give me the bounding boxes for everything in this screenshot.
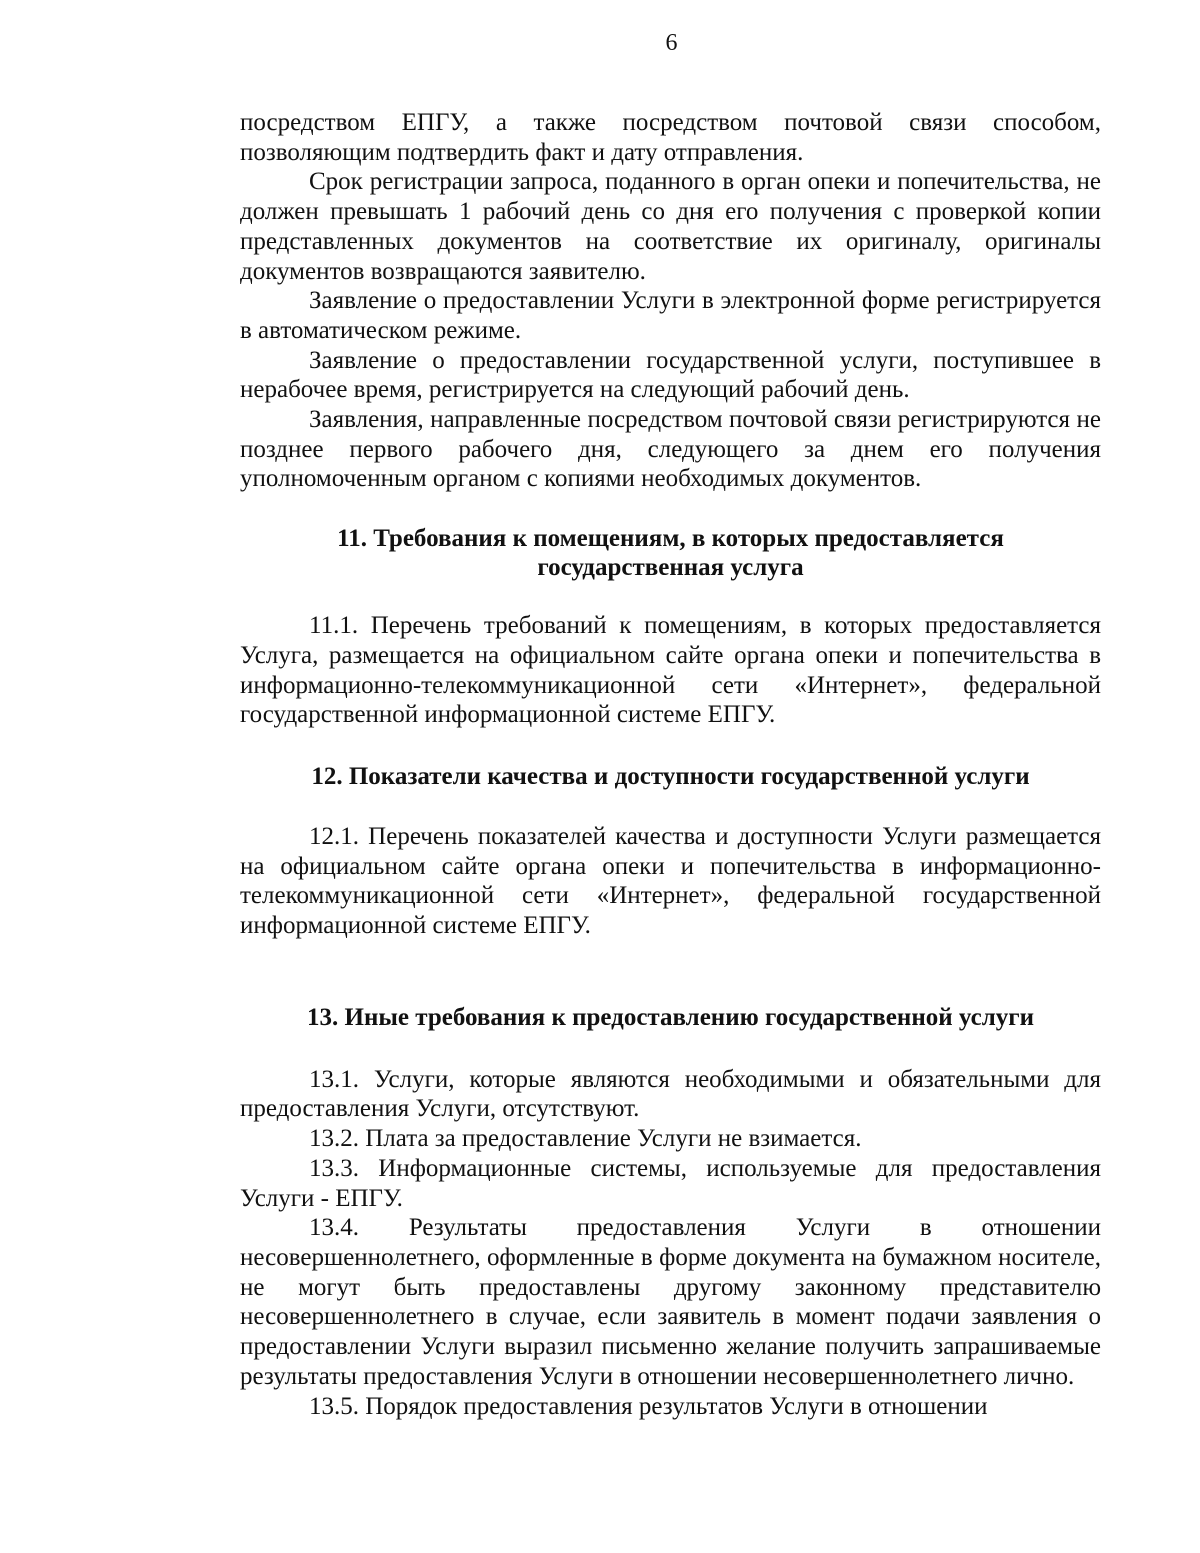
section-12-heading: 12. Показатели качества и доступности государственной услуги xyxy=(311,762,1030,790)
paragraph-13-1: 13.1. Услуги, которые являются необходимыми и обязательными для предоставления Услуги, отсутствуют. xyxy=(240,1065,1101,1123)
section-11-heading-line1: 11. Требования к помещениям, в которых предоставляется xyxy=(337,525,1004,553)
document-body xyxy=(240,108,1101,1421)
paragraph-registration-term: Срок регистрации запроса, поданного в орган опеки и попечительства, не должен превышать 1 рабочий день со дня его получения с проверкой копии представленных документов на соответствие их оригиналу, оригиналы документов возвращаются заявителю. xyxy=(240,168,1101,285)
paragraph-12-1: 12.1. Перечень показателей качества и доступности Услуги размещается на официальном сайте органа опеки и попечительства в информационно-телекоммуникационной сети «Интернет», федеральной государственной информационной системе ЕПГУ. xyxy=(240,822,1101,940)
paragraph-continuation: посредством ЕПГУ, а также посредством почтовой связи способом, позволяющим подтвердить факт и дату отправления. xyxy=(240,109,1101,166)
paragraph-nonworking-time: Заявление о предоставлении государственной услуги, поступившее в нерабочее время, регистрируется на следующий рабочий день. xyxy=(240,346,1101,404)
section-11-heading xyxy=(240,524,1101,582)
page-number: 6 xyxy=(665,30,678,56)
section-13-heading: 13. Иные требования к предоставлению государственной услуги xyxy=(307,1003,1034,1031)
paragraph-electronic-registration: Заявление о предоставлении Услуги в электронной форме регистрируется в автоматическом режиме. xyxy=(240,287,1101,344)
paragraph-13-2: 13.2. Плата за предоставление Услуги не взимается. xyxy=(309,1125,862,1153)
paragraph-postal-registration: Заявления, направленные посредством почтовой связи регистрируются не позднее первого рабочего дня, следующего за днем его получения уполномоченным органом с копиями необходимых документов. xyxy=(240,406,1101,493)
paragraph-13-3: 13.3. Информационные системы, используемые для предоставления Услуги - ЕПГУ. xyxy=(240,1154,1101,1212)
paragraph-11-1: 11.1. Перечень требований к помещениям, в которых предоставляется Услуга, размещается на официальном сайте органа опеки и попечительства в информационно-телекоммуникационной сети «Интернет», федеральной государственной информационной системе ЕПГУ. xyxy=(240,612,1101,729)
section-11-heading-line2: государственная услуга xyxy=(537,554,804,582)
paragraph-13-5: 13.5. Порядок предоставления результатов Услуги в отношении xyxy=(309,1392,988,1420)
paragraph-13-4: 13.4. Результаты предоставления Услуги в отношении несовершеннолетнего, оформленные в форме документа на бумажном носителе, не могут быть предоставлены другому законному представителю несовершеннолетнего в случае, если заявитель в момент подачи заявления о предоставлении Услуги выразил письменно желание получить запрашиваемые результаты предоставления Услуги в отношении несовершеннолетнего лично. xyxy=(240,1214,1101,1390)
